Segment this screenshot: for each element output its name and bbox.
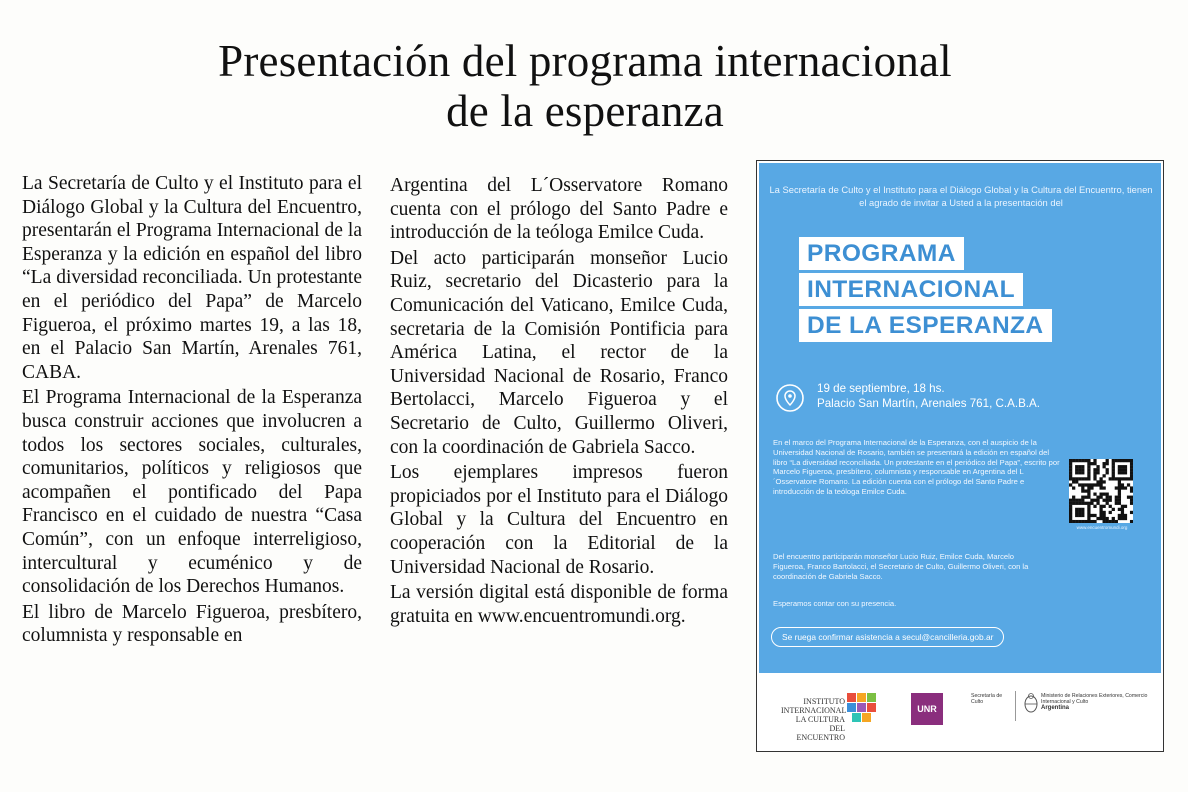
poster-intro: La Secretaría de Culto y el Instituto para el Diálogo Global y la Cultura del Encuentro, tienen el agrado de invitar a Usted a la presentación del: [769, 184, 1153, 208]
poster-title-line-1: PROGRAMA: [799, 237, 964, 270]
poster-title-line-2: INTERNACIONAL: [799, 273, 1023, 306]
paragraph: Los ejemplares impresos fueron propiciados por el Instituto para el Diálogo Global y la Cultura del Encuentro en cooperación con la Editorial de la Universidad Nacional de Rosario.: [390, 462, 728, 578]
logo-ministerio-line-2: Argentina: [1041, 705, 1070, 712]
poster-title: [799, 237, 1119, 345]
paragraph: Argentina del L´Osservatore Romano cuenta con el prólogo del Santo Padre e introducción de la teóloga Emilce Cuda.: [390, 175, 728, 244]
poster-event-date: 19 de septiembre, 18 hs.: [817, 382, 945, 395]
article-column-2: [390, 174, 728, 630]
coat-of-arms-icon: [1023, 691, 1039, 715]
article-headline: [0, 36, 1170, 136]
invitation-poster: [756, 160, 1164, 752]
logo-secretaria-culto: Secretaría de Culto: [971, 693, 1003, 706]
headline-line-1: Presentación del programa internacional: [218, 36, 952, 86]
logo-divider: [1015, 691, 1016, 721]
paragraph: La Secretaría de Culto y el Instituto para el Diálogo Global y la Cultura del Encuentro, presentarán el Programa Internacional de la Esperanza y la edición en español del libro “La diversidad reconciliada. Un protestante en el periódico del Papa” de Marcelo Figueroa, el próximo martes 19, a las 18, en el Palacio San Martín, Arenales 761, CABA.: [22, 173, 362, 383]
qr-code-graphic: [1069, 459, 1133, 523]
paragraph: Del acto participarán monseñor Lucio Ruiz, secretario del Dicasterio para la Comunicación del Vaticano, Emilce Cuda, secretaria de la Comisión Pontificia para América Latina, el rector de la Universidad Nacional de Rosario, Franco Bertolacci, Marcelo Figueroa y el Secretario de Culto, Guillermo Oliveri, con la coordinación de Gabriela Sacco.: [390, 247, 728, 458]
poster-closing: Esperamos contar con su presencia.: [773, 599, 897, 608]
qr-caption: www.encuentromundi.org: [1076, 525, 1128, 530]
logo-color-blocks-icon: [847, 693, 877, 723]
logo-ministerio-line-1: Ministerio de Relaciones Exteriores, Comercio Internacional y Culto: [1041, 693, 1148, 706]
qr-code-icon: [1069, 459, 1133, 523]
paragraph: La versión digital está disponible de forma gratuita en www.encuentromundi.org.: [390, 582, 728, 627]
poster-event-place: Palacio San Martín, Arenales 761, C.A.B.A.: [817, 397, 1040, 410]
poster-event-info: [775, 381, 1155, 417]
poster-title-line-3: DE LA ESPERANZA: [799, 309, 1052, 342]
location-pin-icon: [775, 383, 805, 413]
paragraph: El Programa Internacional de la Esperanza busca construir acciones que involucren a todos los sectores sociales, culturales, comunitarios, políticos y religiosos que acompañen el pontificado del Papa Francisco en el cuidado de nuestra “Casa Común”, con un enfoque interreligioso, intercultural y ecuménico y de consolidación de los Derechos Humanos.: [22, 387, 362, 598]
poster-confirm-pill: Se ruega confirmar asistencia a secul@cancilleria.gob.ar: [771, 627, 1004, 647]
logo-cultura-encuentro: [781, 689, 881, 742]
poster-participants: Del encuentro participarán monseñor Lucio Ruiz, Emilce Cuda, Marcelo Figueroa, Franco Bartolacci, el Secretario de Culto, Guillermo Oliveri, con la coordinación de Gabriela Sacco.: [773, 552, 1029, 581]
article-column-1: [22, 172, 362, 650]
headline-line-2: de la esperanza: [446, 86, 724, 136]
poster-body: En el marco del Programa Internacional de la Esperanza, con el auspicio de la Universidad Nacional de Rosario, también se presentará la edición en español del libro “La diversidad reconciliada. Un protestante en el periódico del Papa”, escrito por Marcelo Figueroa, presbítero, columnista y responsable en Argentina del L´Osservatore Romano. La edición cuenta con el prólogo del Santo Padre e introducción de la teóloga Emilce Cuda.: [773, 438, 1060, 496]
logo-unr: UNR: [911, 693, 943, 725]
poster-logo-strip: [759, 673, 1161, 747]
poster-blue-panel: [759, 163, 1161, 673]
paragraph: El libro de Marcelo Figueroa, presbítero, columnista y responsable en: [22, 601, 362, 647]
logo-cultura-text: INSTITUTO INTERNACIONAL LA CULTURA DEL ENCUENTRO: [781, 697, 847, 742]
